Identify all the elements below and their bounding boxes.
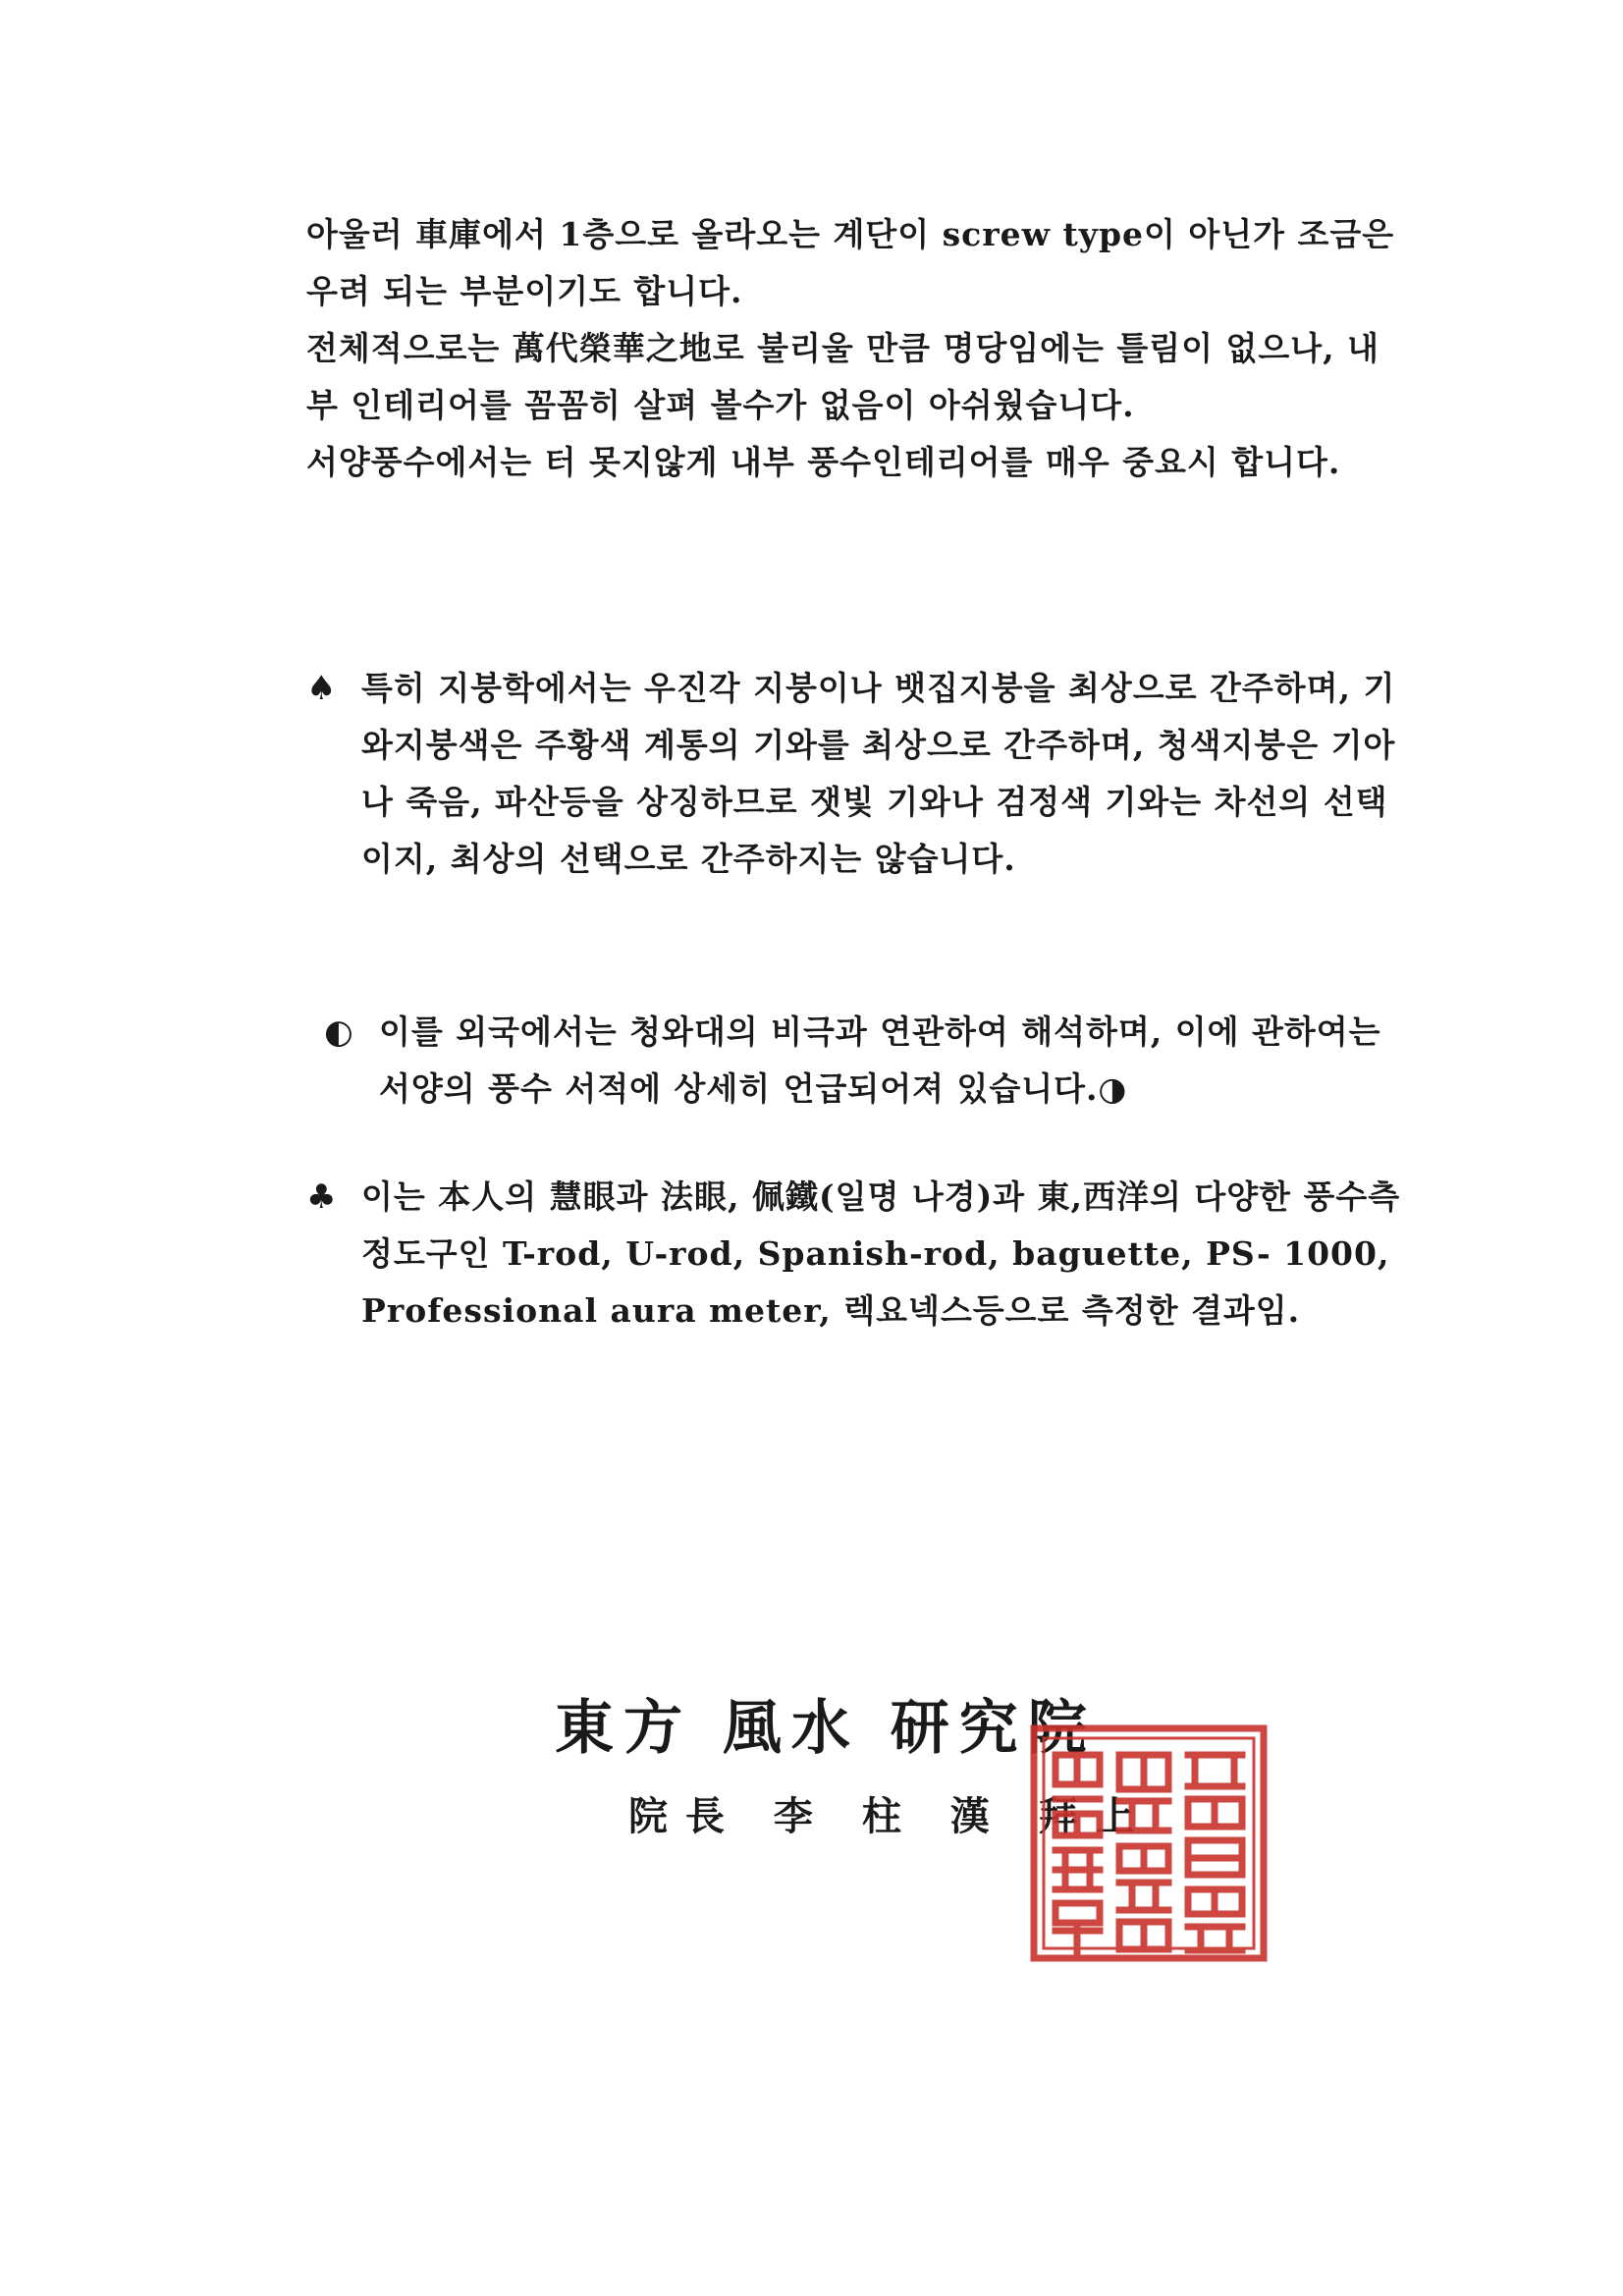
signature-name: 院長 李 柱 漢 拜上: [628, 1793, 1153, 1839]
bullet-foreign-text: 이를 외국에서는 청와대의 비극과 연관하여 해석하며, 이에 관하여는 서양의 풍수 서적에 상세히 언급되어져 있습니다.◑: [379, 1012, 1381, 1108]
half-circle-icon: ◐: [324, 1012, 354, 1052]
bullet-method-text: 이는 本人의 慧眼과 法眼, 佩鐵(일명 나경)과 東,西洋의 다양한 풍수측정도구인 T-rod, U-rod, Spanish-rod, baguette, PS- 1000, Professional aura meter, 렉요넥스등으로 측정한 결과임.: [361, 1177, 1401, 1330]
intro-line-1: 아울러 車庫에서 1층으로 올라오는 계단이 screw type이 아닌가 조금은 우려 되는 부분이기도 합니다.: [306, 215, 1395, 310]
intro-line-3: 서양풍수에서는 터 못지않게 내부 풍수인테리어를 매우 중요시 합니다.: [306, 443, 1341, 481]
intro-line-2: 전체적으로는 萬代榮華之地로 불리울 만큼 명당임에는 틀림이 없으나, 내부 인테리어를 꼼꼼히 살펴 볼수가 없음이 아쉬웠습니다.: [306, 329, 1380, 424]
spade-icon: ♠: [306, 669, 338, 708]
bullet-method-note: [306, 1169, 1416, 1339]
bullet-roof-text: 특히 지붕학에서는 우진각 지붕이나 뱃집지붕을 최상으로 간주하며, 기와지붕색은 주황색 계통의 기와를 최상으로 간주하며, 청색지붕은 기아나 죽음, 파산등을 상징하므로 잿빛 기와나 검정색 기와는 차선의 선택이지, 최상의 선택으로 간주하지는 않습니다.: [361, 669, 1396, 878]
bullet-roof-note: [306, 660, 1416, 888]
signature-organization: 東方 風水 研究院: [555, 1694, 1097, 1763]
bullet-foreign-note: [324, 1004, 1434, 1118]
intro-paragraph: [306, 206, 1406, 491]
club-icon: ♣: [306, 1177, 338, 1217]
official-seal-stamp: [1026, 1721, 1271, 1966]
